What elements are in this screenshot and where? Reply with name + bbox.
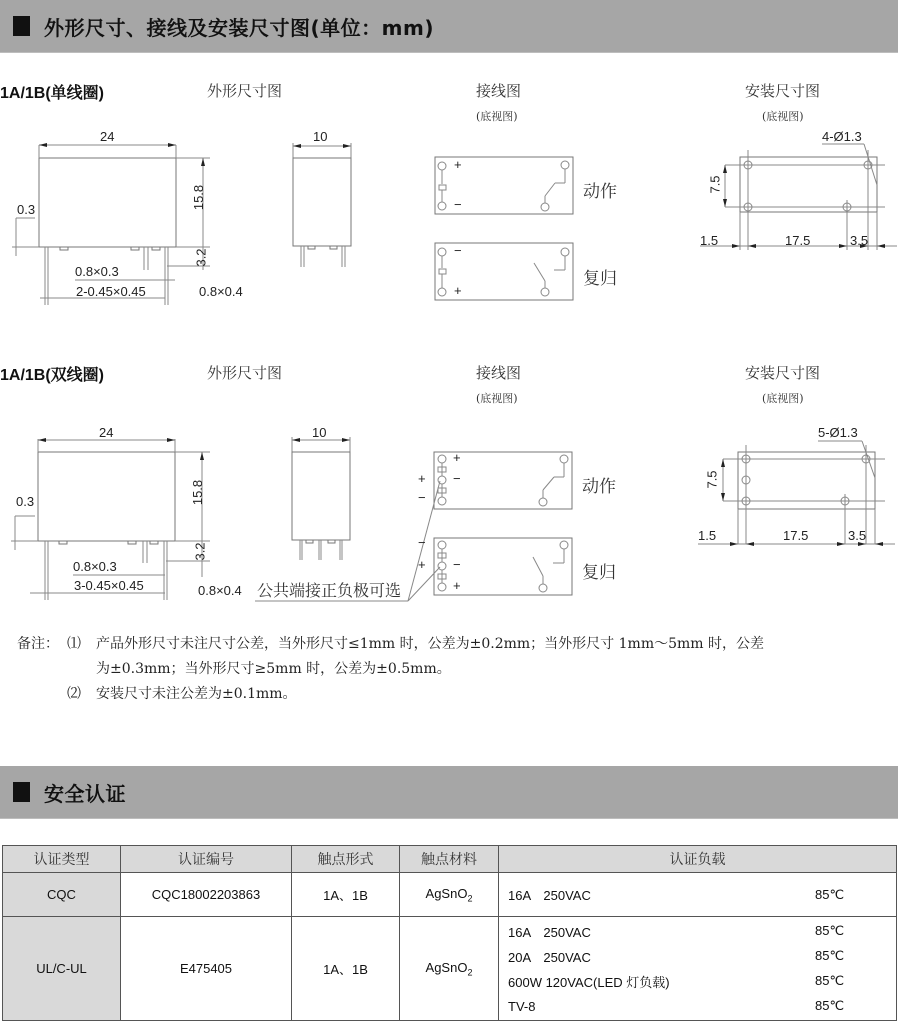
coil-sign-top: + (454, 157, 462, 172)
dim-depth: 10 (313, 129, 328, 144)
load-line (500, 919, 895, 944)
coil-sign-top: + (453, 450, 461, 465)
dim-pin-a: 0.8×0.3 (75, 264, 119, 279)
material-text: AgSnO (425, 885, 468, 901)
load-value: 16A 250VAC (508, 888, 591, 903)
outline-diagram-title: 外形尺寸图 (207, 364, 283, 382)
dim-pin-b: 2-0.45×0.45 (76, 284, 146, 299)
mount-diagram-title: 安装尺寸图 (745, 364, 821, 382)
dim-depth: 10 (312, 425, 327, 440)
coil-sign-bottom: + (453, 578, 461, 593)
dim-pin-a: 0.8×0.3 (73, 559, 117, 574)
col-header-number: 认证编号 (121, 846, 292, 873)
mount-edge: 1.5 (698, 528, 717, 543)
outer-sign-lower: − (418, 490, 426, 505)
dim-offset: 0.3 (16, 494, 35, 509)
load-line (500, 944, 895, 969)
cell-type: UL/C-UL (3, 917, 121, 1021)
dim-height: 15.8 (190, 479, 206, 506)
dim-height: 15.8 (191, 184, 207, 211)
load-temp: 85℃ (815, 973, 845, 988)
variant-title: 1A/1B(双线圈) (0, 367, 105, 384)
note-1-text: 产品外形尺寸未注尺寸公差，当外形尺寸≤1mm 时，公差为±0.2mm；当外形尺寸 1mm～5mm 时，公差 (96, 636, 764, 652)
wiring-diagram-subtitle: (底视图) (476, 110, 518, 123)
material-text: AgSnO (425, 959, 468, 975)
certification-table (2, 845, 897, 1021)
note-2-number: ⑵ (67, 686, 81, 702)
load-temp: 85℃ (815, 923, 845, 938)
outer-sign-upper: + (418, 471, 426, 486)
material-subscript: 2 (467, 967, 473, 978)
wiring-diagram-title: 接线图 (476, 82, 522, 100)
coil-sign-mid: − (453, 557, 461, 572)
state-release-label: 复归 (582, 563, 616, 583)
square-bullet-icon (13, 782, 30, 802)
load-line (500, 969, 895, 994)
section-header-certification (0, 766, 898, 819)
cell-type: CQC (3, 873, 121, 917)
load-value: 600W 120VAC(LED 灯负载) (508, 974, 670, 990)
common-terminal-callout: 公共端接正负极可选 (257, 581, 402, 600)
cell-material (400, 917, 499, 1021)
state-operate-label: 动作 (582, 477, 616, 497)
table-row (3, 917, 897, 1021)
section-title: 安全认证 (44, 781, 126, 806)
mount-diagram-title: 安装尺寸图 (745, 82, 821, 100)
mount-hole-spec: 5-Ø1.3 (818, 425, 858, 440)
mount-diagram-subtitle: (底视图) (762, 392, 804, 405)
note-1-text-continued: 为±0.3mm；当外形尺寸≥5mm 时，公差为±0.5mm。 (96, 661, 451, 677)
state-release-label: 复归 (583, 269, 617, 289)
outer-sign-lower: + (418, 557, 426, 572)
load-line (500, 882, 895, 907)
col-header-form: 触点形式 (292, 846, 400, 873)
cell-load (499, 917, 897, 1021)
dim-width: 24 (100, 129, 115, 144)
load-temp: 85℃ (815, 948, 845, 963)
coil-sign-bottom: + (454, 283, 462, 298)
col-header-material: 触点材料 (400, 846, 499, 873)
cell-form: 1A、1B (292, 917, 400, 1021)
outline-diagram-title: 外形尺寸图 (207, 82, 283, 100)
dim-width: 24 (99, 425, 114, 440)
col-header-type: 认证类型 (3, 846, 121, 873)
coil-sign-top: − (454, 243, 462, 258)
cell-form: 1A、1B (292, 873, 400, 917)
material-subscript: 2 (467, 893, 473, 904)
load-line (500, 994, 895, 1019)
mount-edge: 1.5 (700, 233, 719, 248)
coil-sign-mid: − (453, 471, 461, 486)
mount-span: 17.5 (785, 233, 811, 248)
dim-pin-length: 3.2 (192, 542, 208, 561)
load-value: TV-8 (508, 998, 536, 1014)
cell-material (400, 873, 499, 917)
outer-sign-upper: − (418, 535, 426, 550)
note-2-text: 安装尺寸未注公差为±0.1mm。 (96, 686, 297, 702)
wiring-diagram-subtitle: (底视图) (476, 392, 518, 405)
dim-pin-c: 0.8×0.4 (199, 284, 243, 299)
dim-pin-length: 3.2 (193, 248, 209, 267)
mount-diagram-subtitle: (底视图) (762, 110, 804, 123)
mount-right: 3.5 (850, 233, 869, 248)
wiring-diagram-title: 接线图 (476, 364, 522, 382)
dim-pin-c: 0.8×0.4 (198, 583, 242, 598)
load-value: 20A 250VAC (508, 949, 591, 965)
section-title: 外形尺寸、接线及安装尺寸图(单位：mm) (44, 15, 434, 40)
mount-hole-spec: 4-Ø1.3 (822, 129, 862, 144)
variant-title: 1A/1B(单线圈) (0, 85, 105, 102)
mount-span: 17.5 (783, 528, 809, 543)
dim-pin-b: 3-0.45×0.45 (74, 578, 144, 593)
mount-pitch-vertical: 7.5 (704, 470, 720, 489)
load-value: 16A 250VAC (508, 924, 591, 940)
mount-pitch-vertical: 7.5 (707, 175, 723, 194)
notes-label: 备注： (17, 636, 59, 652)
mount-right: 3.5 (848, 528, 867, 543)
cell-number: CQC18002203863 (121, 873, 292, 917)
col-header-load: 认证负载 (499, 846, 897, 873)
state-operate-label: 动作 (583, 182, 617, 202)
cell-number: E475405 (121, 917, 292, 1021)
table-row (3, 873, 897, 917)
load-temp: 85℃ (815, 998, 845, 1013)
note-1-number: ⑴ (67, 636, 81, 652)
load-temp: 85℃ (815, 886, 845, 902)
coil-sign-bottom: − (454, 197, 462, 212)
cell-load (499, 873, 897, 917)
table-header-row (3, 846, 897, 873)
dim-offset: 0.3 (17, 202, 36, 217)
